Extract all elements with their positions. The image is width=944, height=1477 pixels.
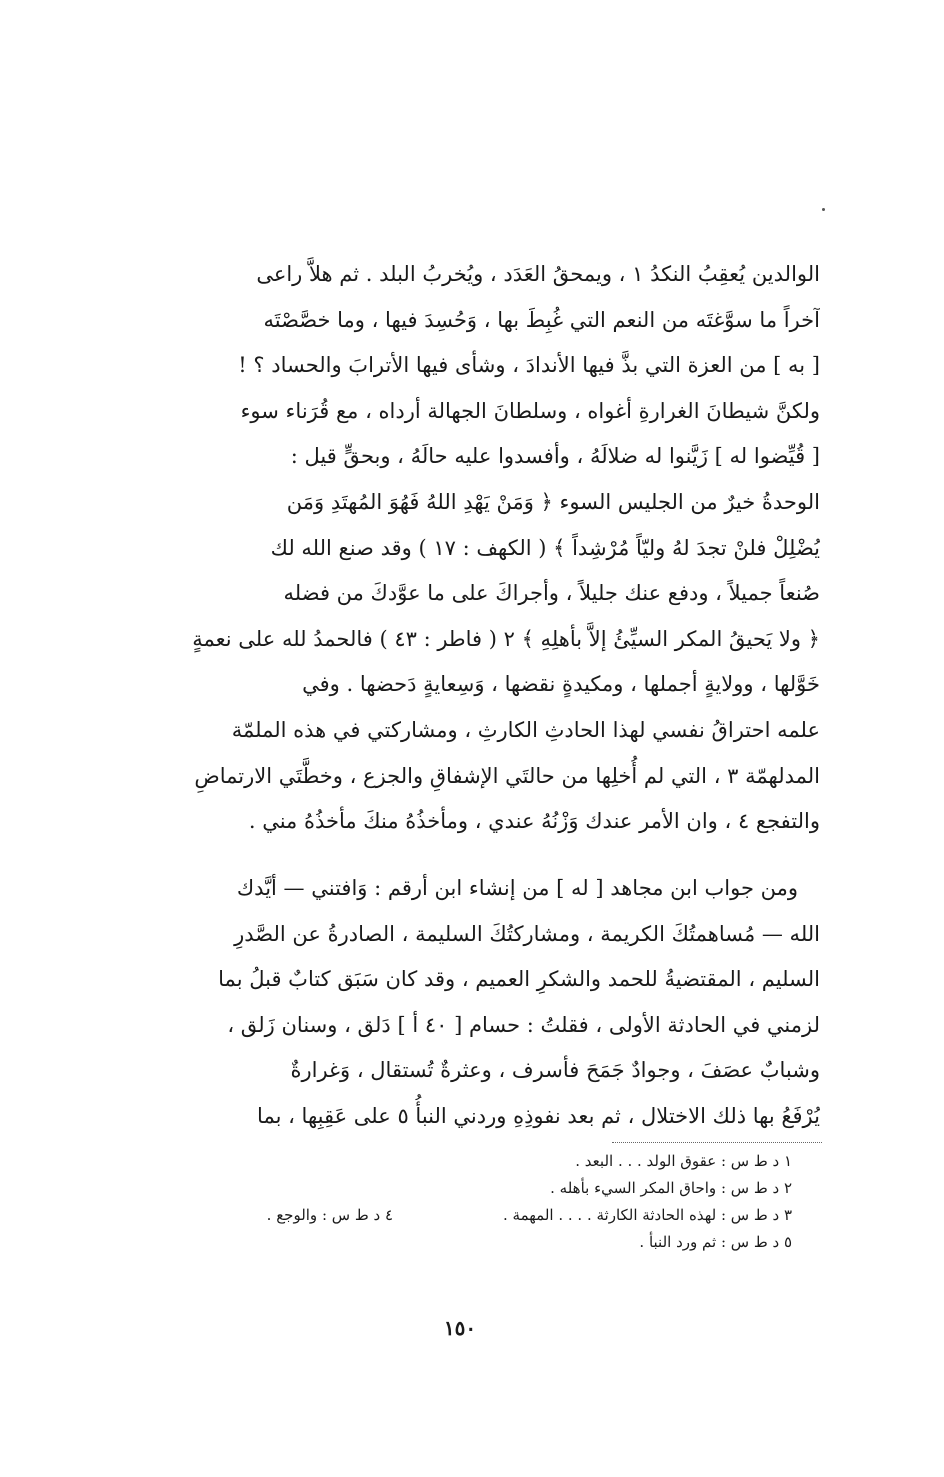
- footnote-2: ٢ د ط س : واحاق المكر السيء بأهله .: [550, 1179, 792, 1197]
- text-line: الوحدةُ خيرٌ من الجليس السوء ﴿ وَمَنْ يَهْدِ اللهُ فَهُوَ المُهتَدِ وَمَن: [286, 489, 820, 514]
- text-line: وشبابٌ عصَفَ ، وجوادٌ جَمَحَ فأسرف ، وعثرةٌ تُستقال ، وَغرارةٌ: [290, 1058, 820, 1083]
- text-line: آخراً ما سوَّغتَه من النعم التي غُبِطَ بها ، وَحُسِدَ فيها ، وما خصَّصْتَه: [263, 307, 820, 332]
- page-number: ١٥٠: [443, 1316, 477, 1340]
- text-line: المدلهمّة ٣ ، التي لم أُخلِها من حالتَي الإشفاقِ والجزع ، وخطَّتَي الارتماضِ: [194, 763, 820, 788]
- footnote-4: ٤ د ط س : والوجع .: [266, 1206, 393, 1224]
- footnote-5: ٥ د ط س : ثم ورد النبأ .: [639, 1233, 792, 1251]
- text-line: يُضْلِلْ فلنْ تجدَ لهُ وليّاً مُرْشِداً ﴾ ( الكهف : ١٧ ) وقد صنع الله لك: [270, 535, 820, 560]
- main-paragraph: [108, 252, 820, 845]
- text-line: لزمني في الحادثة الأولى ، فقلتُ : حسام [ ٤٠ أ ] دَلق ، وسنان زَلق ،: [227, 1012, 820, 1037]
- text-line: خَوَّلها ، وولايةٍ أجملها ، ومكيدةٍ نقضها ، وَسِعايةٍ دَحضها . وفي: [302, 672, 820, 697]
- footnote-row: [140, 1202, 792, 1229]
- text-line: يُرْفَعُ بها ذلك الاختلال ، ثم بعد نفوذِهِ وردني النبأُ ٥ على عَقِبِها ، بما: [257, 1103, 820, 1128]
- text-line: الله — مُساهمتُكَ الكريمة ، ومشاركتُكَ السليمة ، الصادرةُ عن الصَّدرِ: [234, 921, 820, 946]
- text-line: ﴿ ولا يَحيقُ المكر السيِّئُ إلاَّ بأهلِهِ ﴾ ٢ ( فاطر : ٤٣ ) فالحمدُ لله على نعمةٍ: [192, 626, 820, 651]
- text-line: السليم ، المقتضيةُ للحمد والشكرِ العميم ، وقد كان سَبَق كتابٌ قبلُ بما: [218, 967, 820, 992]
- text-line: والتفجع ٤ ، وان الأمر عندك وَزْنُهُ عندي ، ومأخذُهُ منكَ مأخذُهُ مني .: [248, 809, 820, 834]
- footnotes: [140, 1148, 792, 1256]
- footnote-3: ٣ د ط س : لهذه الحادثة الكارثة . . . . المهمة .: [503, 1206, 792, 1224]
- text-line: ومن جواب ابن مجاهد [ له ] من إنشاء ابن أرقم : وَافتني — أيَّدك: [236, 876, 798, 900]
- second-paragraph: [108, 866, 820, 1140]
- text-line: علمه احتراقُ نفسي لهذا الحادثِ الكارثِ ، ومشاركتي في هذه الملمّة: [231, 717, 820, 742]
- text-line: ولكنَّ شيطانَ الغرارةِ أغواه ، وسلطانَ الجهالة أرداه ، مع قُرَناء سوء: [240, 398, 820, 423]
- text-line: الوالدين يُعقِبُ النكدُ ١ ، ويمحقُ العَدَد ، ويُخربُ البلد . ثم هلاَّ راعى: [256, 262, 820, 286]
- footnote-separator: [612, 1142, 822, 1143]
- footnote-1: ١ د ط س : عقوق الولد . . . البعد .: [575, 1152, 792, 1170]
- text-line: [ قُيِّضوا له ] زَيَّنوا له ضلالَهُ ، وأفسدوا عليه حالَهُ ، وبحقٍّ قيل :: [290, 444, 820, 469]
- margin-mark: [822, 208, 825, 211]
- text-line: صُنعاً جميلاً ، ودفع عنك جليلاً ، وأجراكَ على ما عوَّدكَ من فضله: [283, 581, 820, 606]
- text-line: [ به ] من العزة التي بذَّ فيها الأندادَ ، وشأى فيها الأترابَ والحساد ؟ !: [238, 353, 820, 378]
